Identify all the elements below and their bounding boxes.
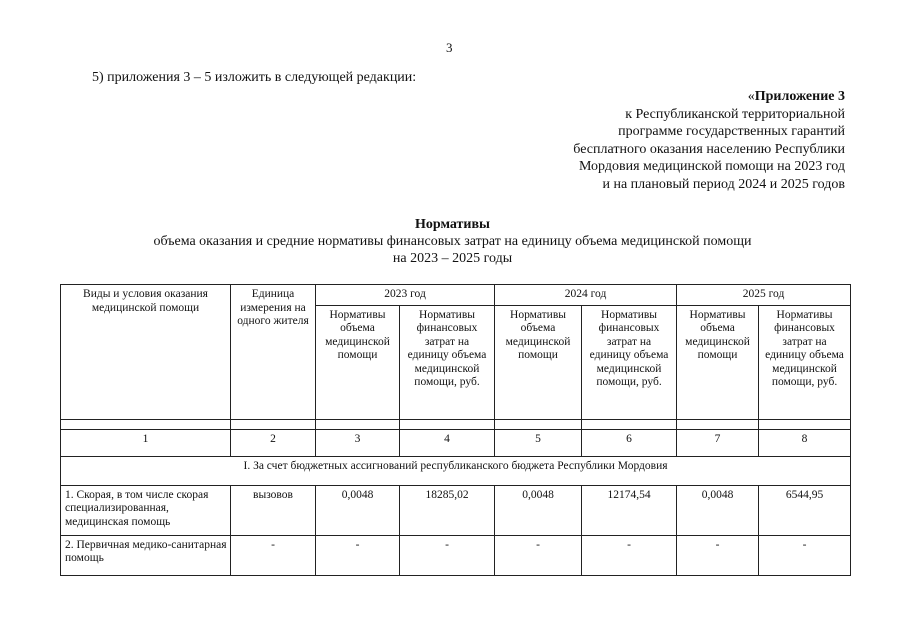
header-spacer (61, 419, 851, 429)
row-cost-2024: - (582, 535, 677, 575)
row-volume-2023: - (316, 535, 400, 575)
column-number: 4 (400, 429, 495, 456)
header-volume-2024: Нормативы объема медицинской помощи (495, 305, 582, 419)
header-year-2025: 2025 год (677, 285, 851, 306)
row-unit: - (231, 535, 316, 575)
appendix-line: и на плановый период 2024 и 2025 годов (602, 176, 845, 192)
column-number: 8 (759, 429, 851, 456)
intro-text: 5) приложения 3 – 5 изложить в следующей редакции: (92, 70, 417, 85)
row-cost-2025: 6544,95 (759, 485, 851, 535)
column-number: 6 (582, 429, 677, 456)
header-cost-2023: Нормативы финансовых затрат на единицу объема медицинской помощи, руб. (400, 305, 495, 419)
row-kind: 1. Скорая, в том числе скорая специализированная, медицинская помощь (61, 485, 231, 535)
title-period: на 2023 – 2025 годы (392, 251, 513, 266)
column-number: 7 (677, 429, 759, 456)
appendix-line: программе государственных гарантий (618, 124, 845, 139)
header-volume-2025: Нормативы объема медицинской помощи (677, 305, 759, 419)
table-row (61, 535, 851, 575)
norms-table (60, 284, 851, 576)
title-main: Нормативы (415, 217, 490, 232)
header-year-2023: 2023 год (316, 285, 495, 306)
appendix-line: к Республиканской территориальной (625, 106, 845, 122)
page-number: 3 (446, 40, 453, 55)
column-number: 3 (316, 429, 400, 456)
section-row (61, 456, 851, 485)
row-cost-2025: - (759, 535, 851, 575)
appendix-line: бесплатного оказания населению Республики (573, 141, 845, 157)
appendix-reference (573, 88, 845, 193)
row-volume-2025: 0,0048 (677, 485, 759, 535)
table-row (61, 485, 851, 535)
row-cost-2024: 12174,54 (582, 485, 677, 535)
title-subtitle: объема оказания и средние нормативы финансовых затрат на единицу объема медицинской помощи (153, 234, 752, 249)
header-cost-2025: Нормативы финансовых затрат на единицу объема медицинской помощи, руб. (759, 305, 851, 419)
appendix-line: Мордовия медицинской помощи на 2023 год (578, 159, 845, 174)
row-cost-2023: 18285,02 (400, 485, 495, 535)
column-number: 1 (61, 429, 231, 456)
column-numbers-row (61, 429, 851, 456)
row-cost-2023: - (400, 535, 495, 575)
header-unit: Единица измерения на одного жителя (231, 285, 316, 420)
appendix-title: «Приложение 3 (747, 89, 845, 104)
column-number: 2 (231, 429, 316, 456)
column-number: 5 (495, 429, 582, 456)
header-kind: Виды и условия оказания медицинской помощи (61, 285, 231, 420)
row-volume-2024: - (495, 535, 582, 575)
document-title (0, 216, 905, 267)
row-volume-2024: 0,0048 (495, 485, 582, 535)
row-unit: вызовов (231, 485, 316, 535)
header-year-2024: 2024 год (495, 285, 677, 306)
header-volume-2023: Нормативы объема медицинской помощи (316, 305, 400, 419)
header-cost-2024: Нормативы финансовых затрат на единицу объема медицинской помощи, руб. (582, 305, 677, 419)
row-volume-2025: - (677, 535, 759, 575)
row-kind: 2. Первичная медико-санитарная помощь (61, 535, 231, 575)
section-title: I. За счет бюджетных ассигнований республиканского бюджета Республики Мордовия (61, 456, 851, 485)
row-volume-2023: 0,0048 (316, 485, 400, 535)
header-row-years (61, 285, 851, 306)
